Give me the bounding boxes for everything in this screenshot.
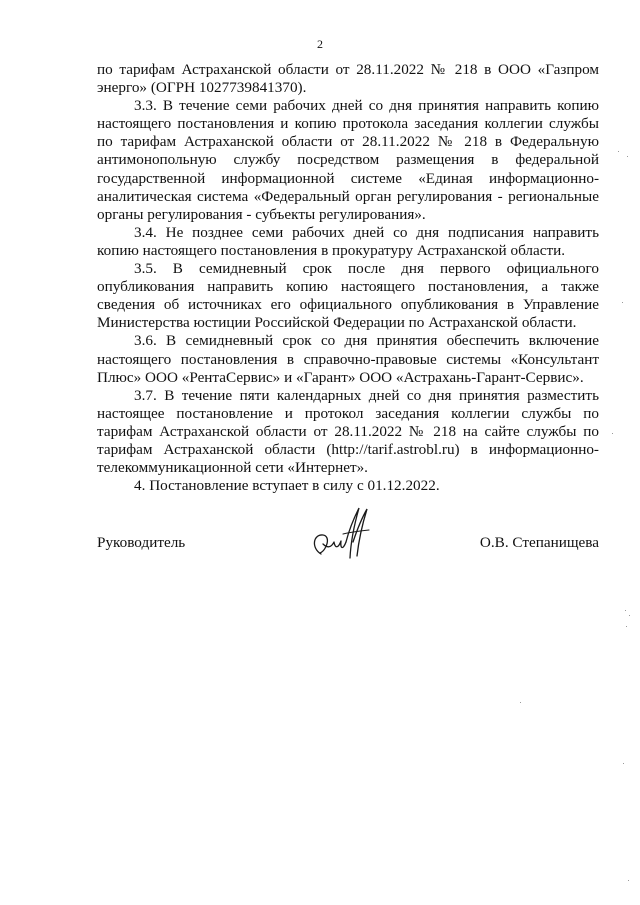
paragraph-3-5: 3.5. В семидневный срок после дня первого официального опубликования направить копию настоящего постановления, а также сведения об источниках его официального опубликования в Управление Министерства юстиции Российской Федерации по Астраханской области. [97, 260, 599, 332]
document-body [97, 61, 599, 495]
scan-speck [622, 302, 623, 303]
scan-speck [627, 156, 628, 157]
scan-speck [612, 433, 613, 434]
signatory-name: О.В. Степанищева [479, 534, 599, 551]
handwritten-signature [307, 504, 377, 566]
scan-speck [618, 151, 619, 152]
paragraph-4: 4. Постановление вступает в силу с 01.12.2022. [134, 477, 440, 495]
scan-speck [628, 880, 629, 881]
scan-speck [625, 610, 626, 611]
paragraph-continuation: по тарифам Астраханской области от 28.11.2022 № 218 в ООО «Газпром энерго» (ОГРН 1027739841370). [97, 61, 599, 97]
signature-block [97, 534, 599, 558]
scan-speck [520, 702, 521, 703]
signatory-title: Руководитель [97, 534, 186, 551]
paragraph-3-6: 3.6. В семидневный срок со дня принятия обеспечить включение настоящего постановления в справочно-правовые системы «Консультант Плюс» ООО «РентаСервис» и «Гарант» ООО «Астрахань-Гарант-Сервис». [97, 332, 599, 386]
scan-speck [626, 626, 627, 627]
paragraph-3-3: 3.3. В течение семи рабочих дней со дня принятия направить копию настоящего постановления и копию протокола заседания коллегии службы по тарифам Астраханской области от 28.11.2022 № 218 в Федеральную антимонопольную службу посредством размещения в федеральной государственной информационной системе «Единая информационно-аналитическая система «Федеральный орган регулирования - региональные органы регулирования - субъекты регулирования». [97, 97, 599, 223]
page-number: 2 [317, 37, 323, 51]
scan-speck [629, 615, 630, 616]
scan-speck [623, 763, 624, 764]
paragraph-3-7: 3.7. В течение пяти календарных дней со дня принятия разместить настоящее постановление и протокол заседания коллегии службы по тарифам Астраханской области от 28.11.2022 № 218 на сайте службы по тарифам Астраханской области (http://tarif.astrobl.ru) в информационно-телекоммуникационной сети «Интернет». [97, 386, 599, 477]
paragraph-3-4: 3.4. Не позднее семи рабочих дней со дня подписания направить копию настоящего постановления в прокуратуру Астраханской области. [97, 223, 599, 259]
